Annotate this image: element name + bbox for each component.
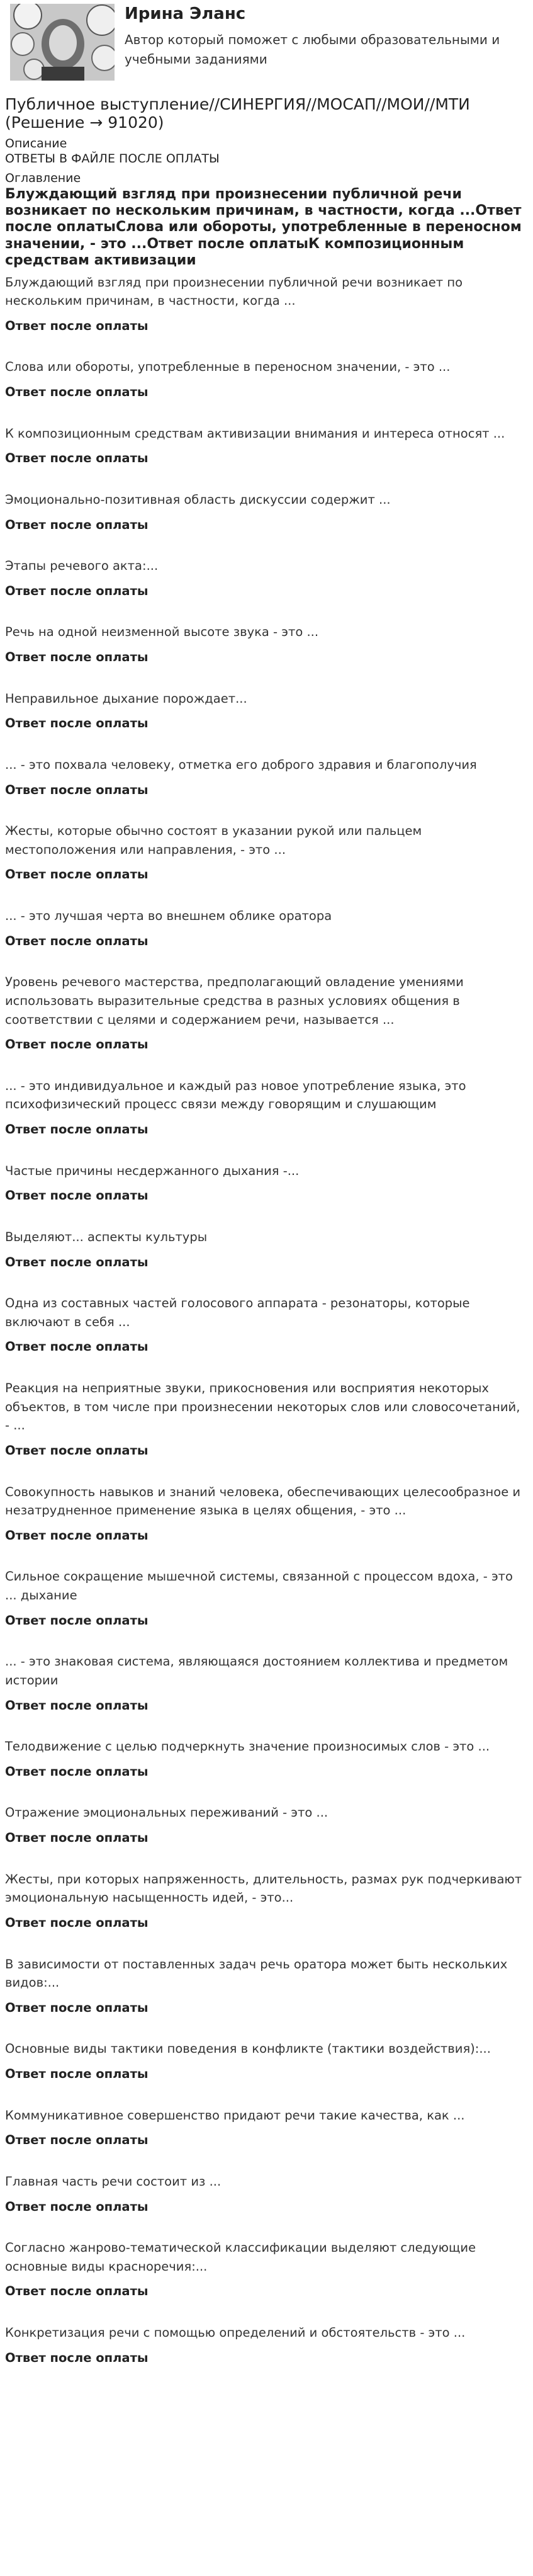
question-item (5, 557, 528, 600)
question-item (5, 491, 528, 534)
question-item (5, 822, 528, 884)
question-text: Одна из составных частей голосового аппарата - резонаторы, которые включают в себя ... (5, 1296, 470, 1329)
question-item (5, 1652, 528, 1715)
question-item (5, 623, 528, 666)
question-item (5, 1567, 528, 1630)
question-item (5, 756, 528, 799)
question-text: Сильное сокращение мышечной системы, связанной с процессом вдоха, - это ... дыхание (5, 1569, 513, 1603)
question-text: Конкретизация речи с помощью определений и обстоятельств - это ... (5, 2325, 466, 2341)
answer-after-payment: Ответ после оплаты (5, 318, 149, 333)
question-item (5, 358, 528, 401)
question-item (5, 1294, 528, 1356)
question-item (5, 1737, 528, 1781)
answer-after-payment: Ответ после оплаты (5, 1764, 149, 1779)
question-text: Основные виды тактики поведения в конфликте (тактики воздействия):... (5, 2041, 491, 2057)
question-text: ... - это индивидуальное и каждый раз новое употребление языка, это психофизический процесс связи между говорящим и слушающим (5, 1078, 466, 1112)
answer-after-payment: Ответ после оплаты (5, 2000, 149, 2015)
question-item (5, 1077, 528, 1139)
question-text: Блуждающий взгляд при произнесении публичной речи возникает по нескольким причинам, в частности, когда ... (5, 275, 463, 309)
answer-after-payment: Ответ после оплаты (5, 2284, 149, 2299)
question-text: К композиционным средствам активизации внимания и интереса относят ... (5, 426, 505, 441)
answer-after-payment: Ответ после оплаты (5, 1915, 149, 1930)
question-text: Коммуникативное совершенство придают речи такие качества, как ... (5, 2108, 465, 2123)
answer-after-payment: Ответ после оплаты (5, 716, 149, 731)
question-text: Главная часть речи состоит из ... (5, 2174, 222, 2189)
question-text: Телодвижение с целью подчеркнуть значение произносимых слов - это ... (5, 1739, 490, 1754)
question-item (5, 1870, 528, 1932)
question-text: Речь на одной неизменной высоте звука - это ... (5, 625, 319, 640)
question-text: Слова или обороты, употребленные в переносном значении, - это ... (5, 360, 451, 375)
answer-after-payment: Ответ после оплаты (5, 583, 149, 598)
answer-after-payment: Ответ после оплаты (5, 1188, 149, 1203)
answer-after-payment: Ответ после оплаты (5, 2199, 149, 2214)
question-text: Жесты, при которых напряженность, длительность, размах рук подчеркивают эмоциональную насыщенность идей, - это... (5, 1871, 522, 1905)
answer-after-payment: Ответ после оплаты (5, 1830, 149, 1846)
answer-after-payment: Ответ после оплаты (5, 782, 149, 797)
document-title: Публичное выступление//СИНЕРГИЯ//МОСАП//МОИ//МТИ (Решение → 91020) (5, 95, 470, 132)
question-text: ... - это похвала человеку, отметка его доброго здравия и благополучия (5, 757, 477, 772)
answer-after-payment: Ответ после оплаты (5, 517, 149, 532)
answer-after-payment: Ответ после оплаты (5, 2350, 149, 2365)
avatar-image (10, 4, 115, 81)
answer-after-payment: Ответ после оплаты (5, 385, 149, 400)
question-item (5, 2172, 528, 2216)
question-item (5, 1379, 528, 1460)
answer-after-payment: Ответ после оплаты (5, 2067, 149, 2082)
question-item (5, 2324, 528, 2367)
question-text: В зависимости от поставленных задач речь оратора может быть нескольких видов:... (5, 1956, 508, 1990)
question-text: Неправильное дыхание порождает... (5, 691, 247, 706)
answer-after-payment: Ответ после оплаты (5, 867, 149, 882)
question-item (5, 1955, 528, 2017)
question-text: Выделяют... аспекты культуры (5, 1229, 208, 1244)
question-text: Реакция на неприятные звуки, прикосновения или восприятия некоторых объектов, в том числе при произнесении некоторых слов или словосочетаний, - ... (5, 1381, 520, 1433)
question-item (5, 2106, 528, 2150)
answer-after-payment: Ответ после оплаты (5, 1037, 149, 1052)
question-item (5, 1803, 528, 1847)
author-name[interactable]: Ирина Эланс (125, 4, 246, 23)
question-item (5, 424, 528, 468)
toc-label: Оглавление (5, 171, 81, 185)
question-item (5, 1483, 528, 1545)
author-avatar[interactable] (10, 4, 115, 81)
answer-after-payment: Ответ после оплаты (5, 650, 149, 665)
question-item (5, 273, 528, 336)
answer-after-payment: Ответ после оплаты (5, 451, 149, 466)
question-text: Этапы речевого акта:... (5, 559, 159, 574)
question-text: ... - это знаковая система, являющаяся достоянием коллектива и предметом истории (5, 1654, 508, 1688)
answer-after-payment: Ответ после оплаты (5, 2133, 149, 2148)
author-info (125, 4, 527, 69)
answer-after-payment: Ответ после оплаты (5, 1698, 149, 1713)
question-item (5, 2238, 528, 2301)
question-item (5, 973, 528, 1054)
author-profile (5, 0, 528, 93)
answer-after-payment: Ответ после оплаты (5, 1613, 149, 1628)
answer-after-payment: Ответ после оплаты (5, 933, 149, 948)
answer-after-payment: Ответ после оплаты (5, 1528, 149, 1543)
description-text: ОТВЕТЫ В ФАЙЛЕ ПОСЛЕ ОПЛАТЫ (5, 152, 220, 166)
question-item (5, 1228, 528, 1271)
toc-title: Блуждающий взгляд при произнесении публичной речи возникает по нескольким причинам, в частности, когда ...Ответ после оплатыСлова или обороты, употребленные в переносном значении, - это ...Ответ после оплатыК композиционным средствам активизации (5, 186, 522, 269)
question-item (5, 1162, 528, 1205)
answer-after-payment: Ответ после оплаты (5, 1339, 149, 1354)
answer-after-payment: Ответ после оплаты (5, 1122, 149, 1137)
answer-after-payment: Ответ после оплаты (5, 1443, 149, 1458)
author-description: Автор который поможет с любыми образовательными и учебными заданиями (125, 31, 500, 67)
description-label: Описание (5, 136, 67, 150)
question-item (5, 907, 528, 950)
question-text: Эмоционально-позитивная область дискуссии содержит ... (5, 492, 391, 507)
question-item (5, 2040, 528, 2083)
question-text: Согласно жанрово-тематической классификации выделяют следующие основные виды красноречия:... (5, 2240, 476, 2274)
question-text: Совокупность навыков и знаний человека, обеспечивающих целесообразное и незатрудненное применение языка в целях общения, - это ... (5, 1484, 521, 1518)
question-list (5, 273, 528, 2368)
question-text: Отражение эмоциональных переживаний - это ... (5, 1805, 328, 1820)
question-text: Жесты, которые обычно состоят в указании рукой или пальцем местоположения или направления, - это ... (5, 824, 422, 857)
question-text: Уровень речевого мастерства, предполагающий овладение умениями использовать выразительные средства в разных условиях общения в соответствии с целями и содержанием речи, называется ... (5, 975, 464, 1027)
question-text: Частые причины несдержанного дыхания -... (5, 1163, 300, 1178)
question-text: ... - это лучшая черта во внешнем облике оратора (5, 909, 332, 924)
answer-after-payment: Ответ после оплаты (5, 1254, 149, 1269)
question-item (5, 689, 528, 733)
